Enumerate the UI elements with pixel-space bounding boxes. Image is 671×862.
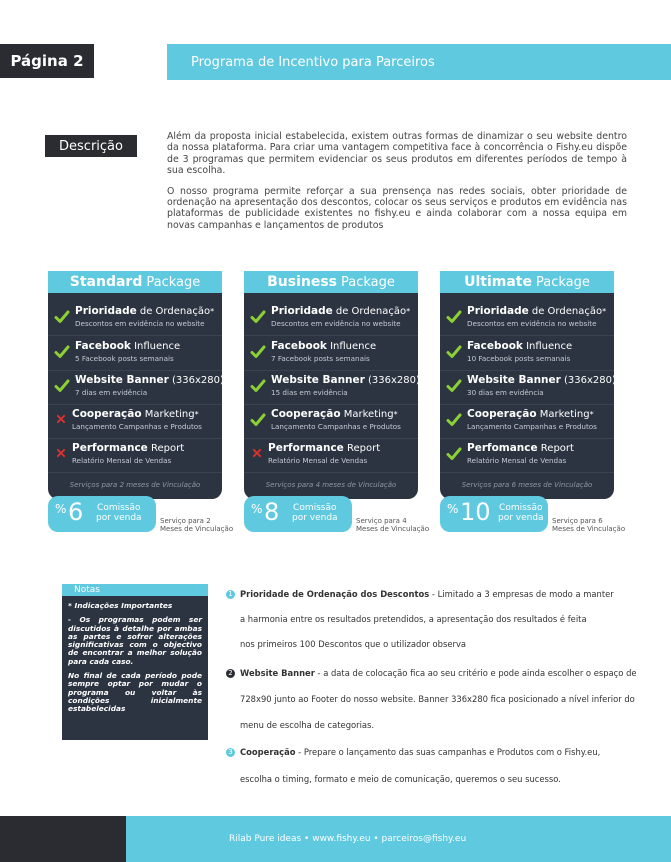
footer-text: Rilab Pure ideas • www.fishy.eu • parceiros@fishy.eu (229, 834, 467, 844)
commission-badge-3 (440, 496, 548, 532)
package-title (48, 271, 222, 293)
feature-title-bold: Facebook (271, 340, 327, 352)
commission-label-2: por venda (498, 513, 544, 523)
package-card-2 (244, 271, 424, 499)
footer-left-block (0, 816, 126, 862)
feature-subtitle: 30 dias em evidência (467, 388, 544, 397)
feature-title (467, 374, 620, 386)
feature-title (72, 408, 199, 420)
item-1-text-1: - Limitado a 3 empresas de modo a manter (429, 589, 614, 599)
commission-note-line-1: Serviço para 2 (160, 517, 211, 525)
item-3-text-1: - Prepare o lançamento das suas campanhas e Produtos com o Fishy.eu, (295, 747, 601, 757)
feature-title-bold: Website Banner (467, 374, 561, 386)
commission-value: 6 (68, 498, 84, 526)
item-1-title: Prioridade de Ordenação dos Descontos (240, 589, 430, 599)
commission-note-2 (356, 517, 429, 533)
feature-title (75, 374, 228, 386)
package-card-3 (440, 271, 620, 499)
commission-badge-1 (48, 496, 156, 532)
package-footer: Serviços para 6 meses de Vinculação (461, 481, 593, 489)
feature-title (271, 408, 398, 420)
feature-title-bold: Cooperação (467, 408, 537, 420)
notes-box (62, 584, 208, 740)
feature-asterisk: * (406, 307, 411, 316)
commission-note-line-1: Serviço para 6 (552, 517, 603, 525)
commission-note-line-1: Serviço para 4 (356, 517, 407, 525)
package-feature (48, 336, 222, 371)
package-feature (244, 438, 418, 473)
check-icon (250, 344, 266, 360)
cross-icon (252, 448, 262, 458)
commission-label (498, 503, 544, 523)
notes-body (68, 602, 202, 720)
feature-asterisk: * (194, 410, 199, 419)
item-2-title: Website Banner (240, 668, 315, 678)
description-text (167, 131, 627, 240)
feature-title-rest: Marketing (536, 409, 590, 420)
check-icon (54, 344, 70, 360)
feature-title-rest: (336x280) (168, 375, 224, 386)
item-1-line-3: nos primeiros 100 Descontos que o utilizador observa (240, 639, 467, 649)
item-2-line-2: 728x90 junto ao Footer do nosso website. Banner 336x280 fica posicionado a nível inferior do (240, 694, 635, 704)
feature-subtitle: Lançamento Campanhas e Produtos (72, 422, 202, 431)
feature-asterisk: * (393, 410, 398, 419)
cross-icon (56, 448, 66, 458)
package-footer: Serviços para 4 meses de Vinculação (265, 481, 397, 489)
commission-label (96, 503, 142, 523)
commission-label-1: Comissão (293, 503, 337, 513)
feature-subtitle: Relatório Mensal de Vendas (467, 456, 567, 465)
feature-subtitle: Descontos em evidência no website (75, 319, 205, 328)
package-title (244, 271, 418, 293)
feature-subtitle: 7 Facebook posts semanais (271, 354, 370, 363)
bullet-3-icon: 3 (226, 748, 235, 757)
package-suffix: Package (146, 274, 201, 290)
description-label-text: Descrição (59, 138, 123, 154)
feature-title-bold: Website Banner (75, 374, 169, 386)
feature-title (271, 374, 424, 386)
package-feature (440, 336, 614, 371)
package-feature (244, 404, 418, 439)
feature-title-rest: de Ordenação (332, 306, 407, 317)
feature-title (75, 305, 214, 317)
feature-asterisk: * (223, 376, 228, 385)
commission-value: 10 (460, 498, 491, 526)
feature-title-rest: (336x280) (364, 375, 420, 386)
package-feature (244, 301, 418, 336)
feature-title-bold: Cooperação (271, 408, 341, 420)
package-suffix: Package (536, 274, 590, 290)
feature-title-bold: Prioridade (75, 305, 137, 317)
package-title (440, 271, 614, 293)
feature-subtitle: 5 Facebook posts semanais (75, 354, 174, 363)
item-3-line-1 (226, 747, 600, 757)
cross-icon (56, 414, 66, 424)
commission-label-2: por venda (96, 513, 142, 523)
item-2-line-1 (226, 668, 637, 678)
feature-title-bold: Performance (72, 442, 148, 454)
feature-subtitle: 7 dias em evidência (75, 388, 148, 397)
feature-title-rest: Influence (326, 341, 377, 352)
package-card-1 (48, 271, 228, 499)
item-1-line-1 (226, 589, 614, 599)
check-icon (446, 344, 462, 360)
feature-title-rest: Report (343, 443, 381, 454)
feature-asterisk: * (210, 307, 215, 316)
feature-title (271, 305, 410, 317)
package-footer: Serviços para 2 meses de Vinculação (69, 481, 201, 489)
feature-title-rest: de Ordenação (528, 306, 603, 317)
package-feature (48, 404, 222, 439)
commission-note-1 (160, 517, 233, 533)
check-icon (250, 378, 266, 394)
commission-percent-sign: % (251, 502, 263, 516)
package-feature (48, 301, 222, 336)
feature-title-rest: Influence (522, 341, 573, 352)
feature-title-rest: Marketing (141, 409, 195, 420)
commission-note-line-2: Meses de Vinculação (356, 525, 430, 533)
item-3-title: Cooperação (240, 747, 296, 757)
package-feature (440, 370, 620, 405)
feature-title (467, 305, 606, 317)
description-paragraph-1: Além da proposta inicial estabelecida, existem outras formas de dinamizar o seu website dentro da nossa plataforma. Para criar uma vantagem competitiva face à concorrência o Fishy.eu dispõe de 3 programas que permitem evidenciar os seus produtos em diferentes períodos de tempo à sua escolha. (167, 131, 627, 177)
feature-asterisk: * (602, 307, 607, 316)
package-feature (440, 438, 614, 473)
feature-title-rest: Report (537, 443, 574, 454)
commission-label-1: Comissão (499, 503, 543, 513)
feature-title-bold: Performance (268, 442, 344, 454)
feature-title (271, 340, 376, 352)
feature-subtitle: Descontos em evidência no website (467, 319, 597, 328)
feature-title-bold: Facebook (467, 340, 523, 352)
check-icon (250, 309, 266, 325)
package-feature (440, 404, 614, 439)
feature-subtitle: Descontos em evidência no website (271, 319, 401, 328)
package-name: Business (267, 274, 337, 290)
item-1-line-2: a harmonia entre os resultados pretendidos, a apresentação dos resultados é feita (240, 614, 587, 624)
check-icon (250, 412, 266, 428)
package-feature (440, 301, 614, 336)
feature-title-bold: Perfomance (467, 442, 538, 454)
feature-title-bold: Cooperação (72, 408, 142, 420)
check-icon (54, 378, 70, 394)
feature-subtitle: 15 dias em evidência (271, 388, 348, 397)
bullet-1-icon: 1 (226, 590, 235, 599)
feature-title-rest: Influence (130, 341, 181, 352)
feature-asterisk: * (615, 376, 620, 385)
feature-subtitle: 10 Facebook posts semanais (467, 354, 571, 363)
commission-label-1: Comissão (97, 503, 141, 513)
commission-badge-2 (244, 496, 352, 532)
feature-title-rest: Report (147, 443, 185, 454)
notes-paragraph-1: - Os programas podem ser discutidos à detalhe por ambas as partes e sofrer alterações significativas com o objectivo de encontrar a melhor solução para cada caso. (68, 615, 202, 666)
commission-note-3 (552, 517, 625, 533)
item-2-text-1: - a data de colocação fica ao seu critério e pode ainda escolher o espaço de (314, 668, 637, 678)
description-label (45, 135, 137, 157)
footer-bar (126, 816, 671, 862)
package-name: Standard (69, 274, 143, 290)
notes-paragraph-2: No final de cada período pode sempre optar por mudar o programa ou voltar às condições inicialmente estabelecidas (68, 671, 202, 714)
package-feature (244, 336, 418, 371)
feature-title-bold: Prioridade (271, 305, 333, 317)
feature-title (75, 340, 180, 352)
check-icon (446, 412, 462, 428)
check-icon (54, 309, 70, 325)
feature-title (467, 408, 594, 420)
feature-title (467, 340, 572, 352)
feature-title-rest: de Ordenação (136, 306, 211, 317)
feature-title (268, 442, 380, 454)
package-feature (244, 370, 424, 405)
check-icon (446, 309, 462, 325)
commission-percent-sign: % (447, 502, 459, 516)
package-feature (48, 370, 228, 405)
commission-note-line-2: Meses de Vinculação (160, 525, 234, 533)
notes-heading: * Indicações Importantes (68, 601, 173, 610)
feature-subtitle: Lançamento Campanhas e Produtos (271, 422, 401, 431)
commission-label-2: por venda (292, 513, 338, 523)
page-label: Página 2 (10, 52, 84, 70)
description-paragraph-2: O nosso programa permite reforçar a sua prensença nas redes sociais, obter prioridade de ordenação na apresentação dos descontos, colocar os seus serviços e produtos em evidência nas plataformas de publicidade existentes no fishy.eu e ainda colaborar com a nossa equipa em novas campanhas e lançamentos de produtos (167, 185, 627, 231)
package-feature (48, 438, 222, 473)
feature-title (72, 442, 184, 454)
notes-title: Notas (62, 584, 208, 596)
check-icon (446, 446, 462, 462)
feature-subtitle: Relatório Mensal de Vendas (72, 456, 172, 465)
feature-subtitle: Lançamento Campanhas e Produtos (467, 422, 597, 431)
feature-title (467, 442, 574, 454)
page-number-badge (0, 44, 94, 78)
feature-title-bold: Facebook (75, 340, 131, 352)
bullet-2-icon: 2 (226, 669, 235, 678)
package-suffix: Package (341, 274, 395, 290)
feature-title-rest: Marketing (340, 409, 394, 420)
commission-percent-sign: % (55, 502, 67, 516)
feature-asterisk: * (419, 376, 424, 385)
commission-value: 8 (264, 498, 280, 526)
commission-note-line-2: Meses de Vinculação (552, 525, 626, 533)
item-3-line-2: escolha o timing, formato e meio de comunicação, queremos o seu sucesso. (240, 774, 561, 784)
header-bar (167, 44, 671, 80)
package-name: Ultimate (464, 274, 532, 290)
feature-title-bold: Website Banner (271, 374, 365, 386)
header-title: Programa de Incentivo para Parceiros (191, 54, 435, 70)
item-2-line-3: menu de escolha de categorias. (240, 720, 375, 730)
feature-subtitle: Relatório Mensal de Vendas (268, 456, 368, 465)
feature-title-bold: Prioridade (467, 305, 529, 317)
feature-asterisk: * (589, 410, 594, 419)
feature-title-rest: (336x280) (560, 375, 616, 386)
commission-label (292, 503, 338, 523)
check-icon (446, 378, 462, 394)
